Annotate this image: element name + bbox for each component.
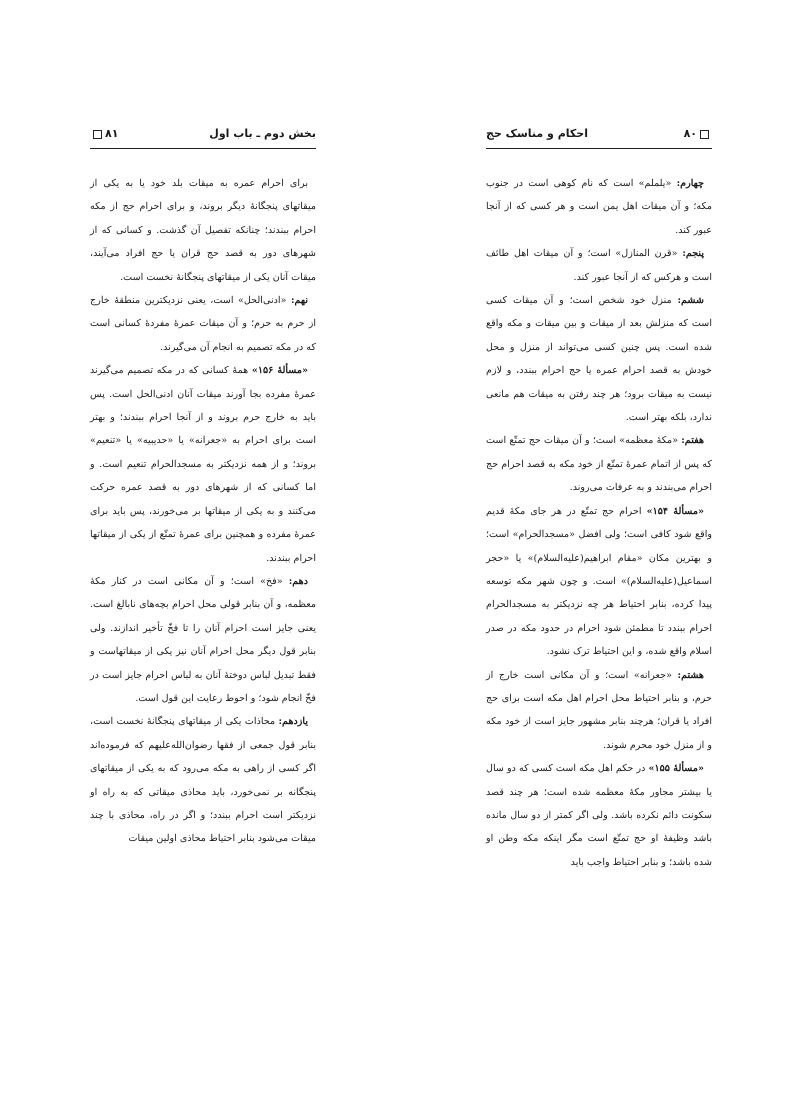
paragraph bbox=[90, 172, 316, 289]
paragraph-text: همهٔ کسانی که در مکه تصمیم می‌گیرند عمرهٔ مفرده بجا آورند میقات آنان ادنی‌الحل است. پس باید به خارج حرم بروند و از آنجا احرام ببندند؛ و بهتر است برای احرام به «جعرانه» یا «حدیبیه» یا «تنعیم» بروند؛ و از همه نزدیکتر به مسجدالحرام تنعیم است. و اما کسانی که از شهرهای دور به قصد عمره حرکت می‌کنند و به یکی از میقاتها بر می‌خورند، پس باید برای عمرهٔ مفرده و همچنین برای عمرهٔ تمتّع از یکی از میقاتها احرام ببندند. bbox=[90, 365, 316, 564]
right-page bbox=[486, 0, 712, 1100]
paragraph-text: «جعرانه» است؛ و آن مکانی است خارج از حرم، و بنابر احتیاط محل احرام اهل مکه است برای حج افراد یا قران؛ هرچند بنابر مشهور جایز است از خود مکه و از منزل خود محرم شوند. bbox=[486, 669, 712, 751]
left-page bbox=[90, 0, 316, 1100]
paragraph bbox=[486, 664, 712, 758]
paragraph-lead: ششم: bbox=[677, 295, 704, 307]
left-page-number-group bbox=[90, 127, 118, 140]
paragraph-text: «مکهٔ معظمه» است؛ و آن میقات حج تمتّع است که پس از اتمام عمرهٔ تمتّع از خود مکه به قصد احرام حج احرام می‌بندند و به عرفات می‌روند. bbox=[486, 435, 712, 494]
paragraph bbox=[486, 242, 712, 289]
right-page-number: ۸۰ bbox=[683, 127, 697, 140]
paragraph-text: منزل خود شخص است؛ و آن میقات کسی است که منزلش بعد از میقات و بین میقات و مکه واقع شده است. پس چنین کسی می‌تواند از منزل و محل خودش به قصد احرام عمره یا حج احرام ببندد، و لازم نیست به میقات برود؛ هر چند رفتن به میقات هم مانعی ندارد، بلکه بهتر است. bbox=[486, 295, 712, 424]
square-bullet-icon bbox=[700, 130, 709, 139]
right-page-body bbox=[486, 172, 712, 874]
paragraph-text: «ادنی‌الحل» است، یعنی نزدیکترین منطقهٔ خارج از حرم به حرم؛ و آن میقات عمرهٔ مفردهٔ کسانی است که در مکه تصمیم به انجام آن می‌گیرند. bbox=[90, 295, 316, 353]
left-page-number: ۸۱ bbox=[105, 127, 119, 140]
paragraph bbox=[90, 359, 316, 570]
paragraph-text: «فخ» است؛ و آن مکانی است در کنار مکهٔ معظمه، و آن بنابر قولی محل احرام بچه‌های نابالغ است. یعنی جایز است احرام آنان را تا فخّ تأخیر اندازند. ولی بنابر قول دیگر محل احرام آنان نیز یکی از میقاتهاست و فقط تبدیل لباس دوختهٔ آنان به لباس احرام جایز است در فخّ انجام شود؛ و احوط رعایت این قول است. bbox=[90, 575, 316, 704]
paragraph-lead: پنجم: bbox=[682, 248, 704, 260]
paragraph-text: برای احرام عمره به میقات بلد خود یا به یکی از میقاتهای پنجگانهٔ دیگر بروند، و برای احرام حج از مکه احرام ببندند؛ چنانکه تفصیل آن گذشت. و کسانی که از شهرهای دور به قصد حج قران یا حج افراد می‌آیند، میقات آنان یکی از میقاتهای پنجگانهٔ نخست است. bbox=[90, 178, 316, 283]
paragraph-lead: چهارم: bbox=[676, 178, 704, 189]
paragraph-lead: یازدهم: bbox=[278, 716, 308, 728]
paragraph-lead: «مسألهٔ ۱۵۴» bbox=[646, 505, 704, 517]
paragraph bbox=[486, 500, 712, 664]
paragraph-text: «یلملم» است که نام کوهی است در جنوب مکه؛ و آن میقات اهل یمن است و هر کسی که از آنجا عبور کند. bbox=[486, 178, 712, 236]
paragraph bbox=[486, 429, 712, 499]
paragraph-text: محاذات یکی از میقاتهای پنجگانهٔ نخست است، بنابر قول جمعی از فقها رضوان‌الله‌علیهم که فرموده‌اند اگر کسی از راهی به مکه می‌رود که به یکی از میقاتهای پنجگانه بر نمی‌خورد، باید محاذی میقاتی که به راه او نزدیکتر است احرام ببندد؛ و اگر در راه، محاذی با چند میقات می‌شود بنابر احتیاط محاذی اولین میقات bbox=[90, 716, 316, 845]
paragraph-lead: دهم: bbox=[288, 575, 308, 587]
paragraph-lead: «مسألهٔ ۱۵۵» bbox=[648, 763, 704, 775]
paragraph bbox=[486, 172, 712, 242]
left-page-header-title: بخش دوم ـ باب اول bbox=[209, 127, 316, 140]
paragraph-lead: هشتم: bbox=[677, 669, 704, 681]
paragraph bbox=[90, 570, 316, 710]
right-page-header-title: احکام و مناسک حج bbox=[486, 127, 588, 140]
paragraph bbox=[90, 710, 316, 850]
paragraph bbox=[486, 289, 712, 429]
right-page-number-group bbox=[684, 127, 712, 140]
square-bullet-icon bbox=[93, 130, 102, 139]
right-page-header bbox=[486, 127, 712, 149]
paragraph-lead: نهم: bbox=[290, 295, 308, 307]
paragraph-text: «قرن المنازل» است؛ و آن میقات اهل طائف است و هرکس که از آنجا عبور کند. bbox=[486, 248, 712, 283]
left-page-header bbox=[90, 127, 316, 149]
right-header-rule bbox=[486, 148, 712, 149]
left-page-body bbox=[90, 172, 316, 851]
paragraph-text: در حکم اهل مکه است کسی که دو سال یا بیشتر مجاور مکهٔ معظمه شده است؛ هر چند قصد سکونت دائم نکرده باشد. ولی اگر کمتر از دو سال مانده باشد وظیفهٔ او حج تمتّع است مگر اینکه مکه وطن او شده باشد؛ و بنابر احتیاط واجب باید bbox=[486, 763, 712, 868]
paragraph-lead: «مسألهٔ ۱۵۶» bbox=[251, 365, 309, 377]
paragraph bbox=[486, 757, 712, 874]
left-header-rule bbox=[90, 148, 316, 149]
paragraph-text: احرام حج تمتّع در هر جای مکهٔ قدیم واقع شود کافی است؛ ولی افضل «مسجدالحرام» است؛ و بهترین مکان «مقام ابراهیم(علیه‌السلام)» یا «حجر اسماعیل(علیه‌السلام)» است. و چون شهر مکه توسعه پیدا کرده، بنابر احتیاط هر چه نزدیکتر به مسجدالحرام احرام ببندد تا مطمئن شود احرام در حدود مکه در صدر اسلام واقع شده، و این احتیاط ترک نشود. bbox=[486, 505, 712, 658]
paragraph-lead: هفتم: bbox=[681, 435, 704, 447]
paragraph bbox=[90, 289, 316, 359]
